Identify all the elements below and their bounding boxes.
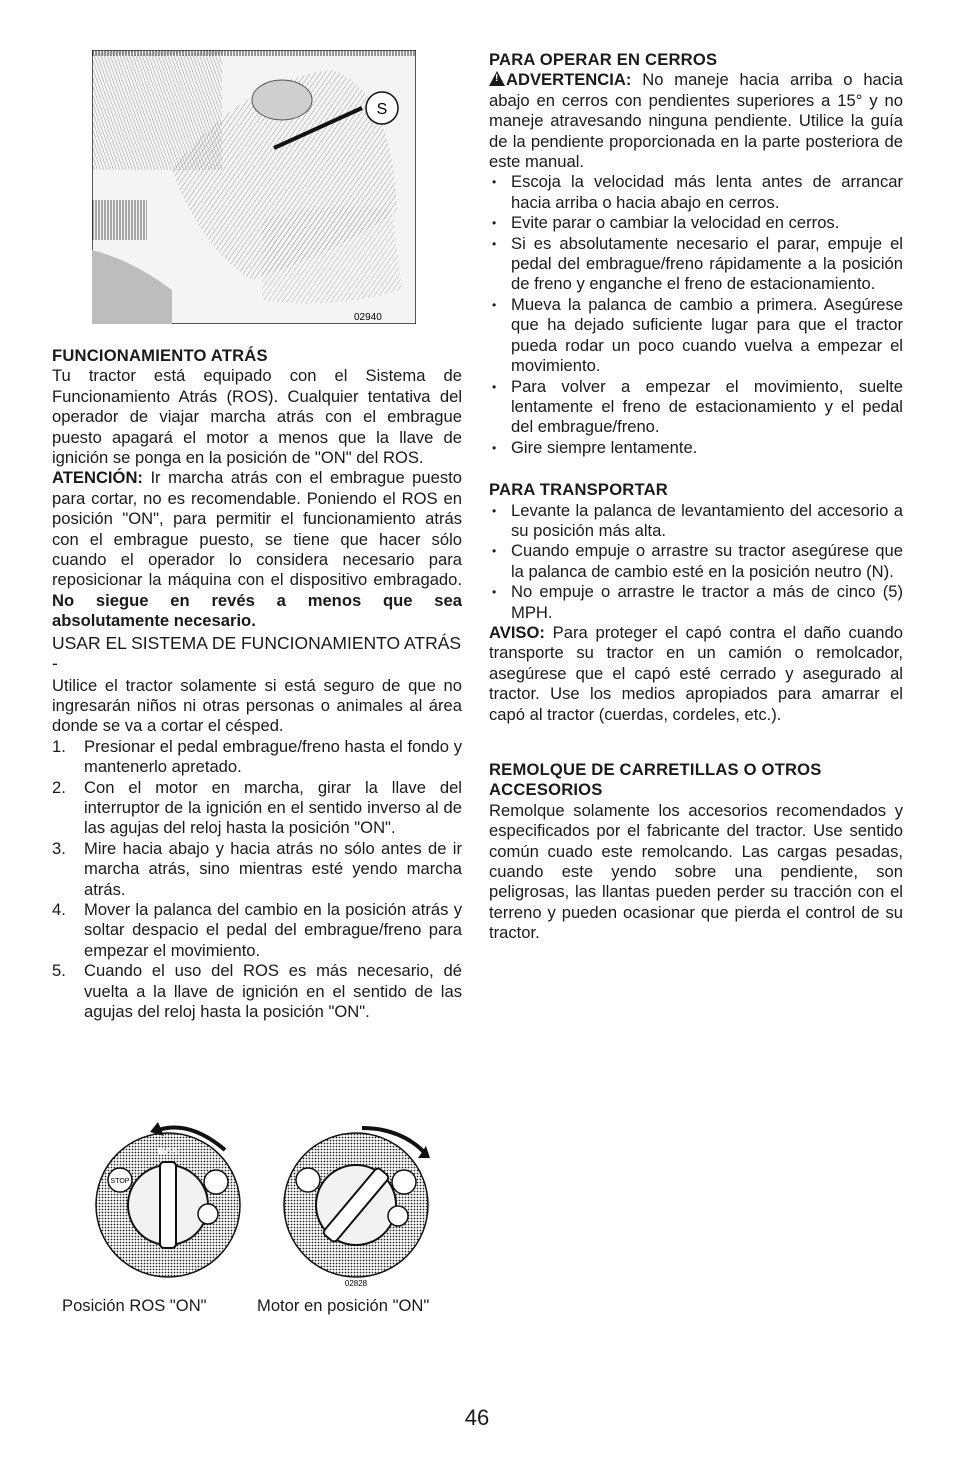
warning-icon <box>489 71 505 86</box>
list-item: • No empuje o arrastre le tractor a más de cinco (5) MPH. <box>492 582 903 622</box>
attention-label: ATENCIÓN: <box>52 468 143 488</box>
notice-label: AVISO: <box>489 622 545 642</box>
warning-label: ADVERTENCIA: <box>506 70 632 90</box>
right-column <box>489 50 903 944</box>
dial-stop-label: STOP <box>110 1178 130 1185</box>
caption-engine-on: Motor en posición "ON" <box>257 1296 430 1315</box>
attention-bold-text: No siegue en revés a menos que sea absolutamente necesario. <box>52 590 462 631</box>
attention-paragraph <box>52 468 462 631</box>
left-column <box>52 346 462 1022</box>
engine-on-dial <box>284 1128 430 1277</box>
list-item: • Cuando empuje o arrastre su tractor asegúrese que la palanca de cambio esté en la posición neutro (N). <box>492 541 903 581</box>
transport-bullet-list <box>489 501 903 623</box>
list-item: • Evite parar o cambiar la velocidad en cerros. <box>492 213 840 233</box>
list-item: • Si es absolutamente necesario el parar, empuje el pedal del embrague/freno rápidamente a la posición de freno y enganche el freno de estacionamiento. <box>492 233 903 294</box>
list-item: • Mueva la palanca de cambio a primera. Asegúrese que ha dejado suficiente lugar para que el tractor pueda rodar un poco cuando vuelva a empezar el movimiento. <box>492 294 903 376</box>
transport-section-title: PARA TRANSPORTAR <box>489 480 668 500</box>
ignition-dials-figure <box>80 1100 460 1290</box>
warning-text: No maneje hacia arriba o hacia abajo en cerros con pendientes superiores a 15° y no maneje atravesando ninguna pendiente. Utilice la guía de la pendiente proporcionada en la parte posteriora de este manual. <box>489 70 903 172</box>
dial-ros-label: ROS <box>158 1147 178 1157</box>
notice-text: Para proteger el capó contra el daño cuando transporte su tractor en un camión o remolcador, asegúrese que el capó esté cerrado y asegurado al tractor. Use los medios apropiados para amarrar el capó al tractor (cuerdas, cordeles, etc.). <box>489 622 903 724</box>
hills-warning-paragraph <box>489 70 903 172</box>
caption-ros-on: Posición ROS "ON" <box>62 1296 207 1315</box>
ros-position-dial <box>96 1122 240 1277</box>
use-ros-heading: USAR EL SISTEMA DE FUNCIONAMIENTO ATRÁS - <box>52 632 462 674</box>
list-item: • Gire siempre lentamente. <box>492 437 698 457</box>
ros-switch-photo <box>92 50 416 324</box>
towing-section-title: REMOLQUE DE CARRETILLAS O OTROS ACCESORIOS <box>489 760 822 800</box>
towing-paragraph: Remolque solamente los accesorios recomendados y especificados por el fabricante del tractor. Use sentido común cuado este remolcando. Las cargas pesadas, cuando este yendo sobre una pendiente, son peligrosas, las llantas pueden perder su tracción con el terreno y pueden ocasionar que pierda el control de su tractor. <box>489 800 903 943</box>
ignition-dials-illustration <box>80 1100 460 1290</box>
list-item: 2. Con el motor en marcha, girar la llave del interruptor de la ignición en el sentido inverso al de las agujas del reloj hasta la posición "ON". <box>52 777 462 838</box>
hills-section-title: PARA OPERAR EN CERROS <box>489 50 718 69</box>
list-item: 5. Cuando el uso del ROS es más necesario, dé vuelta a la llave de ignición en el sentido de las agujas del reloj hasta la posición "ON". <box>52 961 462 1021</box>
callout-s-label: S <box>376 101 388 118</box>
ros-safety-paragraph: Utilice el tractor solamente si está seguro de que no ingresarán niños ni otras personas o animales al área donde se va a cortar el césped. <box>52 675 462 736</box>
page-number: 46 <box>464 1405 490 1430</box>
transport-notice-paragraph <box>489 623 903 725</box>
list-item: • Levante la palanca de levantamiento del accesorio a su posición más alta. <box>492 500 903 540</box>
dial-figure-code: 02828 <box>344 1279 368 1288</box>
list-item: 4. Mover la palanca del cambio en la posición atrás y soltar despacio el pedal del embrague/freno para empezar el movimiento. <box>52 899 462 960</box>
ros-steps-list <box>52 737 462 1023</box>
list-item: 3. Mire hacia abajo y hacia atrás no sólo antes de ir marcha atrás, sino mientras esté yendo marcha atrás. <box>52 838 462 899</box>
list-item: • Escoja la velocidad más lenta antes de arrancar hacia arriba o hacia abajo en cerros. <box>492 172 903 212</box>
ros-section-title: FUNCIONAMIENTO ATRÁS <box>52 346 268 365</box>
list-item: 1. Presionar el pedal embrague/freno hasta el fondo y mantenerlo apretado. <box>52 736 462 777</box>
hills-bullet-list <box>489 172 903 458</box>
figure-code: 02940 <box>354 312 382 323</box>
ros-switch-illustration <box>92 50 416 324</box>
ros-intro-paragraph: Tu tractor está equipado con el Sistema de Funcionamiento Atrás (ROS). Cualquier tentativa del operador de viajar marcha atrás con el embrague puesto apagará el motor a menos que la llave de ignición se ponga en la posición de "ON" del ROS. <box>52 366 462 468</box>
attention-text: Ir marcha atrás con el embrague puesto para cortar, no es recomendable. Poniendo el ROS en posición "ON", para permitir el funcionamiento atrás con el embrague puesto, se tiene que hacer sólo cuando el operador lo considera necesario para reposicionar la máquina con el dispositivo embragado. <box>52 468 462 590</box>
list-item: • Para volver a empezar el movimiento, suelte lentamente el freno de estacionamiento y el pedal del embrague/freno. <box>492 376 903 437</box>
